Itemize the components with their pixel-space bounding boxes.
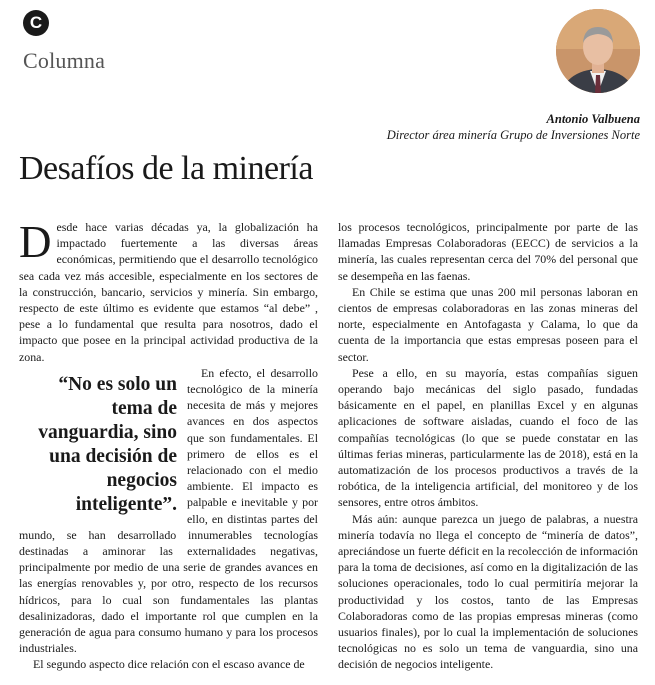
article-headline: Desafíos de la minería <box>19 150 313 187</box>
author-photo <box>556 9 640 93</box>
paragraph-7: Más aún: aunque parezca un juego de palabras, a nuestra minería todavía no llega el concepto de “minería de datos”, apreciándose un fuerte déficit en la recolección de información para la toma de decisiones, así como en la digitalización de las soluciones operacionales, todo lo cual permitiría mejorar la productividad y los costos, tanto de las Empresas Colaboradoras como de las propias empresas mineras (como usuarios finales), por lo cual la implementación de soluciones tecnológicas no es solo un tema de vanguardia, sino una decisión de negocios inteligente. <box>338 511 638 672</box>
drop-cap: D <box>19 217 52 267</box>
article-column-left <box>19 219 318 673</box>
author-portrait-illustration <box>556 9 640 93</box>
section-label: Columna <box>23 48 106 73</box>
paragraph-1 <box>19 219 318 365</box>
author-name: Antonio Valbuena <box>546 112 640 126</box>
author-role: Director área minería Grupo de Inversiones Norte <box>386 128 640 142</box>
paragraph-5: En Chile se estima que unas 200 mil personas laboran en cientos de empresas colaboradoras en las zonas mineras del norte, especialmente en Antofagasta y Calama, lo que da cuenta de la importancia que estas empresas poseen para el sector. <box>338 284 638 364</box>
pull-quote: “No es solo un tema de vanguardia, sino una decisión de negocios inteligente”. <box>38 373 177 515</box>
paragraph-1-text: esde hace varias décadas ya, la globalización ha impactado fuertemente a las diversas áreas económicas, permitiendo que el desarrollo tecnológico sea cada vez más accesible, especialmente en los sectores de la construcción, bancario, servicios y minería. Sin embargo, respecto de este último es evidente que estamos “al debe” , pese a lo fundamental que resulta para nosotros, dado el impacto que posee en la principal actividad productiva de la zona. <box>19 220 318 364</box>
paragraph-4: los procesos tecnológicos, principalmente por parte de las llamadas Empresas Colaboradoras (EECC) de servicios a la minería, las cuales representan cerca del 70% del personal que se desempeña en las faenas. <box>338 220 638 283</box>
article-column-right <box>338 219 638 673</box>
paragraph-6: Pese a ello, en su mayoría, estas compañías siguen operando bajo mecánicas del siglo pasado, fundadas básicamente en el papel, en planillas Excel y en algunas aplicaciones de software aisladas, cuando el foco de las compañías tecnológicas (lo que se puede constatar en las últimas ferias mineras, particularmente las de 2018), está en la automatización de los procesos productivos a través de la robótica, de la inteligencia artificial, del monitoreo y de los sensores, entre otros ámbitos. <box>338 365 638 510</box>
paragraph-3: El segundo aspecto dice relación con el escaso avance de <box>33 657 305 672</box>
paragraph-2: En efecto, el desarrollo tecnológico de la minería necesita de más y mejores avances en dos aspectos que son fundamentales. El primero de ellos es el relacionado con el medio ambiente. El impacto es palpable e inevitable y por ello, en distintas partes del mundo, se han desarrollado innumerables tecnologías destinadas a aminorar las externalidades negativas, principalmente por medio de una serie de grandes avances en las energías renovables y, por otro, respecto de los recursos hídricos, para lo cual son fundamentales las plantas desalinizadoras, dado el importante rol que cumplen en la generación de agua para consumo humano y para los procesos industriales. <box>19 365 318 656</box>
column-badge: C <box>23 10 49 36</box>
